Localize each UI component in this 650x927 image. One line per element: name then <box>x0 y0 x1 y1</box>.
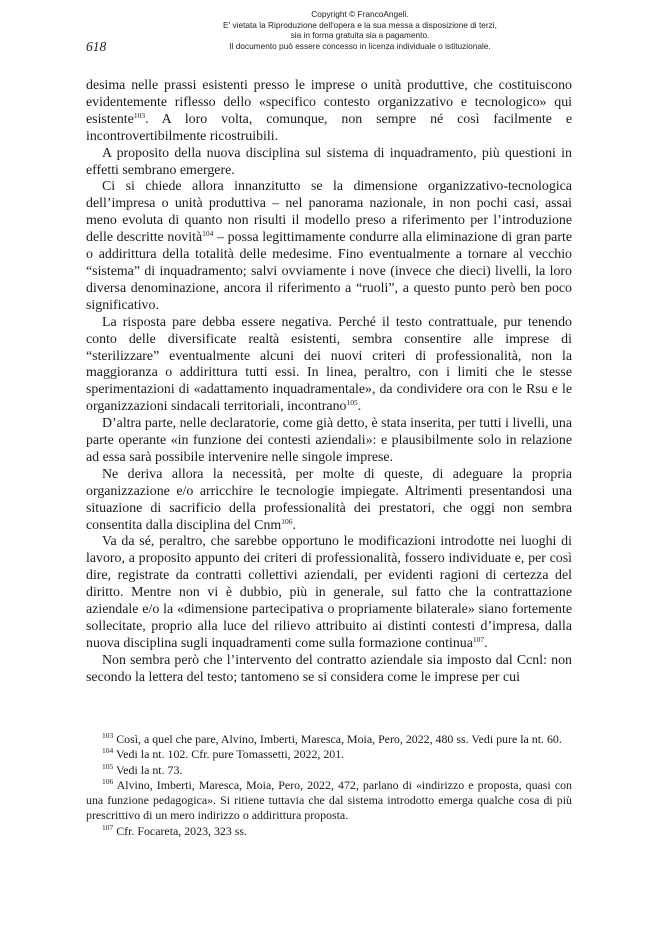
copyright-line: sia in forma gratuita sia a pagamento. <box>290 30 430 41</box>
paragraph-text: . <box>357 399 362 415</box>
footnote-text: Vedi la nt. 73. <box>113 762 183 777</box>
paragraph <box>86 146 572 180</box>
footnote <box>86 778 572 824</box>
copyright-notice <box>150 9 570 51</box>
paragraph <box>86 78 572 146</box>
body-text <box>86 78 572 687</box>
paragraph-text: A proposito della nuova disciplina sul sistema di inquadramento, più questioni in effetti sembrano emergere. <box>86 145 572 178</box>
copyright-line: Il documento può essere concesso in licenza individuale o istituzionale. <box>229 40 491 51</box>
paragraph <box>86 416 572 467</box>
footnote-text: Così, a quel che pare, Alvino, Imberti, Maresca, Moia, Pero, 2022, 480 ss. Vedi pure la nt. 60. <box>113 732 562 746</box>
paragraph <box>86 653 572 687</box>
footnote-text: Alvino, Imberti, Maresca, Moia, Pero, 2022, 472, parlano di «indirizzo e proposta, quasi con una funzione pedagogica». Si ritiene tuttavia che dal sistema introdotto emerga qualche cosa di più prescrittivo di un mero indirizzo o addirittura proposta. <box>86 777 572 823</box>
paragraph-text: . <box>292 517 296 533</box>
footnote <box>86 763 572 778</box>
paragraph <box>86 315 572 416</box>
paragraph-text: D’altra parte, nelle declaratorie, come già detto, è stata inserita, per tutti i livelli, una parte operante «in funzione dei contesti aziendali»: e plausibilmente solo in relazione ad essa sarà possibile intervenire nelle singole imprese. <box>86 416 572 465</box>
footnote <box>86 747 572 762</box>
paragraph-text: . <box>484 635 488 651</box>
footnote-ref: 105 <box>346 398 358 408</box>
paragraph-text: desima nelle prassi esistenti presso le imprese o unità produttive, che costituiscono evidentemente riflesso dello «specifico contesto organizzativo e tecnologico» qui esistente <box>86 78 572 127</box>
paragraph-text: Va da sé, peraltro, che sarebbe opportuno le modificazioni introdotte nei luoghi di lavoro, a proposito appunto dei criteri di professionalità, fossero individuate e, per così dire, registrate da contratti collettivi aziendali, per evidenti ragioni di certezza del diritto. Mentre non vi è dubbio, più in generale, sul fatto che la contrattazione aziendale e/o la «dimensione partecipativa o propriamente bilaterale» siano fortemente sollecitate, proprio alla luce del rilievo attribuito ai distinti contesti d’impresa, dalla nuova disciplina sugli inquadramenti come sulla formazione continua <box>86 534 572 651</box>
footnote-text: Cfr. Focareta, 2023, 323 ss. <box>113 823 248 838</box>
footnote-ref: 103 <box>133 110 146 120</box>
paragraph-text: Ne deriva allora la necessità, per molte di queste, di adeguare la propria organizzazione e/o arricchire le tecnologie impiegate. Altrimenti presentandosi una situazione di sacrificio della professionalità dei prestatori, che oggi non sembra consentita dalla disciplina del Cnm <box>86 466 572 533</box>
paragraph-text: Ci si chiede allora innanzitutto se la dimensione organizzativo-tecnologica dell’impresa o unità produttiva – nel panorama nazionale, in non pochi casi, assai meno evoluta di quanto non risulti il modello preso a riferimento per l’introduzione delle descritte novità <box>86 179 572 246</box>
paragraph <box>86 467 572 535</box>
paragraph-text: – possa legittimamente condurre alla eliminazione di gran parte o addirittura della totalità delle medesime. Fino eventualmente a tornare al vecchio “sistema” di inquadramento; salvi ovviamente i nove (invece che dieci) livelli, la loro diversa denominazione, ancora il riferimento a “ruoli”, a questo punto però ben poco significativo. <box>86 230 572 313</box>
paragraph <box>86 534 572 652</box>
page-number: 618 <box>86 39 107 54</box>
paragraph-text: Non sembra però che l’intervento del contratto aziendale sia imposto dal Ccnl: non secondo la lettera del testo; tantomeno se si considera come le imprese per cui <box>86 652 572 685</box>
copyright-line: E' vietata la Riproduzione dell'opera e la sua messa a disposizione di terzi, <box>223 19 497 30</box>
paragraph-text: . A loro volta, comunque, non sempre né così facilmente e incontrovertibilmente ricostruibili. <box>86 111 572 144</box>
footnote-number: 107 <box>102 822 114 832</box>
footnote-ref: 106 <box>281 516 293 526</box>
footnote-ref: 107 <box>472 634 485 644</box>
paragraph <box>86 179 572 314</box>
footnote-text: Vedi la nt. 102. Cfr. pure Tomassetti, 2022, 201. <box>113 747 345 762</box>
footnote-number: 103 <box>102 731 114 740</box>
footnote-number: 105 <box>102 761 114 771</box>
footnote-ref: 104 <box>202 229 214 239</box>
footnote-number: 106 <box>102 776 114 786</box>
copyright-line: Copyright © FrancoAngeli. <box>311 9 409 19</box>
footnotes <box>86 732 572 839</box>
footnote-number: 104 <box>102 746 114 756</box>
footnote <box>86 732 572 747</box>
paragraph-text: La risposta pare debba essere negativa. Perché il testo contrattuale, pur tenendo conto delle diversificate realtà esistenti, sembra consentire alle imprese di “sterilizzare” eventualmente alcuni dei nuovi criteri di professionalità, non la maggioranza o addirittura tutti essi. In linea, peraltro, con i limiti che le stesse sperimentazioni di «adattamento inquadramentale», da condividere ora con le Rsu e le organizzazioni sindacali territoriali, incontrano <box>86 314 572 415</box>
footnote <box>86 824 572 839</box>
